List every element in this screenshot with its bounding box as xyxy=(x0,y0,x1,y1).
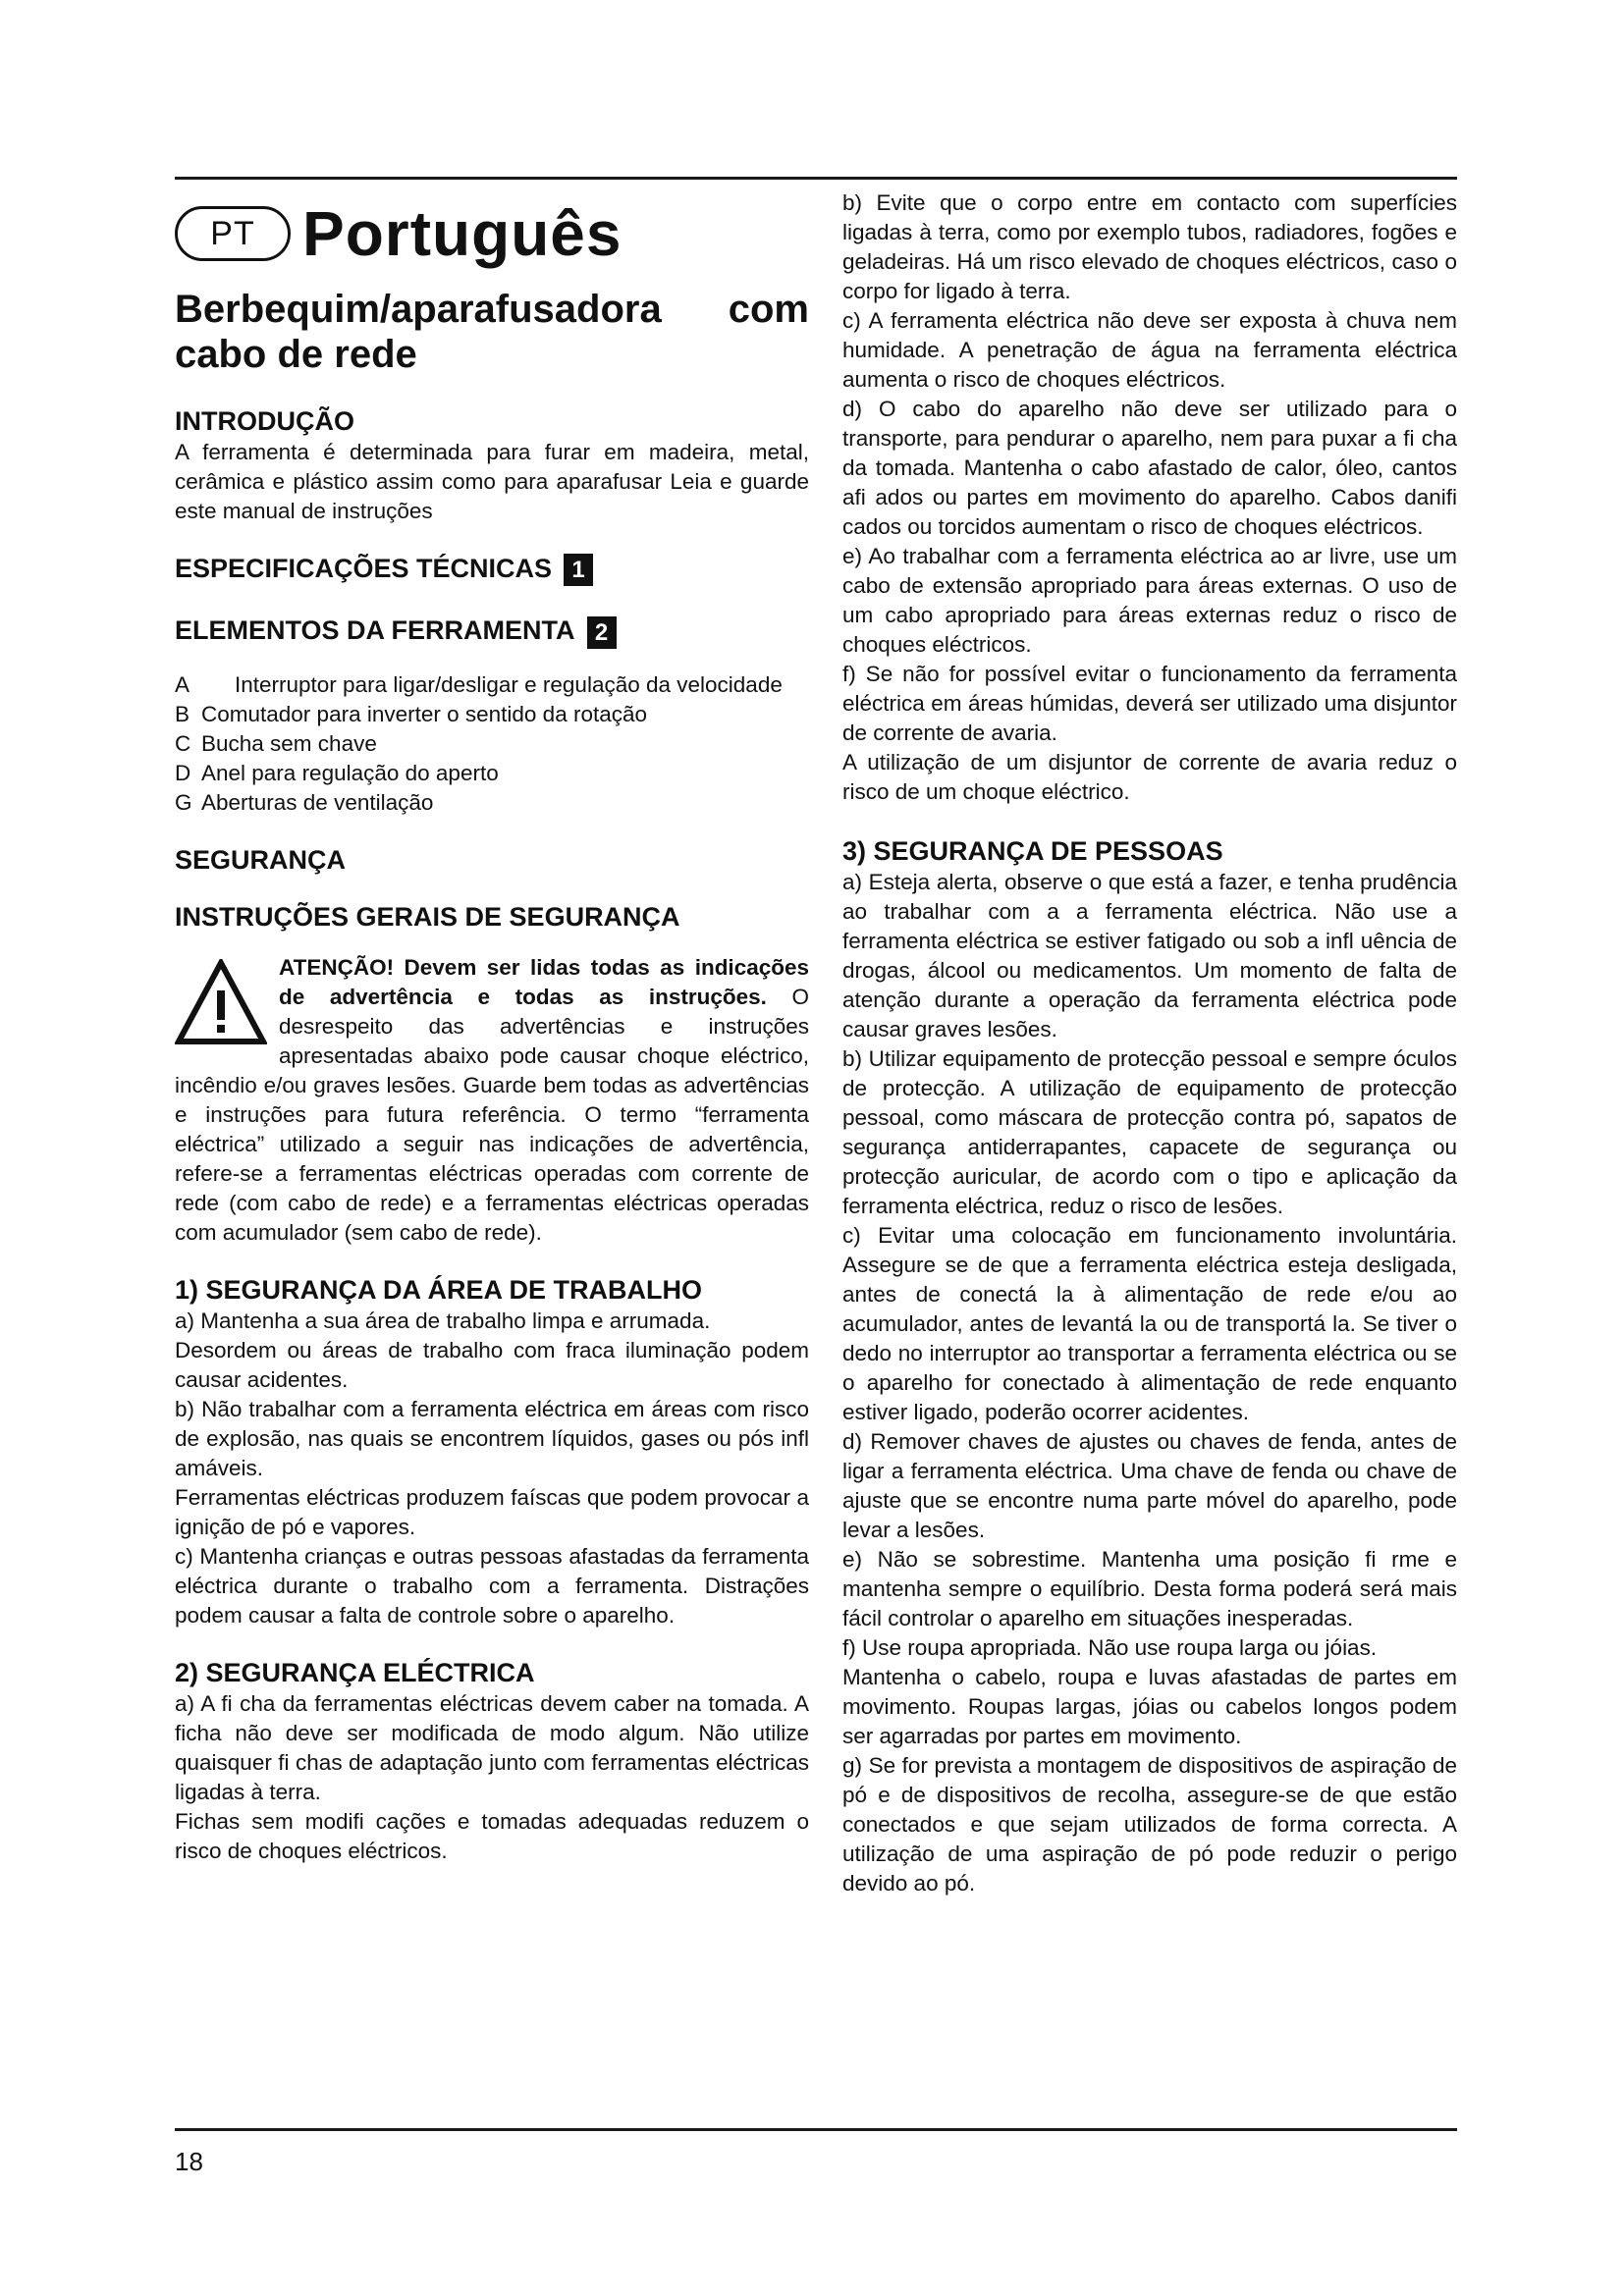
section2-para-a-note: Fichas sem modifi cações e tomadas adequadas reduzem o risco de choques eléctricos. xyxy=(175,1808,809,1863)
section3-para-f-note: Mantenha o cabelo, roupa e luvas afastadas de partes em movimento. Roupas largas, jóias ou cabelos longos podem ser agarradas por partes em movimento. xyxy=(842,1665,1457,1748)
section2-para-a: a) A fi cha da ferramentas eléctricas devem caber na tomada. A ficha não deve ser modificada de modo algum. Não utilize quaisquer fi chas de adaptação junto com ferramentas eléctricas ligadas à terra. xyxy=(175,1690,809,1804)
figure-1-badge: 1 xyxy=(564,554,593,586)
section3-para-g: g) Se for prevista a montagem de dispositivos de aspiração de pó e de dispositivos de recolha, assegure-se de que estão conectados e que sejam utilizados de forma correcta. A utilização de uma aspiração de pó pode reduzir o perigo devido ao pó. xyxy=(842,1753,1457,1896)
intro-text: A ferramenta é determinada para furar em madeira, metal, cerâmica e plástico assim como para aparafusar Leia e guarde este manual de instruções xyxy=(175,440,809,523)
safety-heading: SEGURANÇA xyxy=(175,844,347,875)
list-item-letter: B xyxy=(175,701,190,726)
section3-para-c: c) Evitar uma colocação em funcionamento involuntária. Assegure se de que a ferramenta eléctrica esteja desligada, antes de conectá la à alimentação de rede e/ou ao acumulador, antes de levantá la ou de transportá la. Se tiver o dedo no interruptor ao transportar a ferramenta eléctrica ou se o aparelho for conectado à alimentação de rede enquanto estiver ligado, poderão ocorrer acidentes. xyxy=(842,1223,1457,1424)
section3-para-f: f) Use roupa apropriada. Não use roupa larga ou jóias. xyxy=(842,1635,1378,1660)
section1-para-c: c) Mantenha crianças e outras pessoas afastadas da ferramenta eléctrica durante o trabalho com a ferramenta. Distrações podem causar a falta de controle sobre o aparelho. xyxy=(175,1543,809,1628)
list-item-letter: D xyxy=(175,760,191,785)
section2-para-c: c) A ferramenta eléctrica não deve ser exposta à chuva nem humidade. A penetração de água na ferramenta eléctrica aumenta o risco de choques eléctricos. xyxy=(842,308,1457,392)
list-item-text: Interruptor para ligar/desligar e regulação da velocidade xyxy=(235,671,783,697)
list-item xyxy=(175,670,809,700)
list-item-letter: C xyxy=(175,730,191,756)
top-rule xyxy=(175,177,1457,180)
section2-para-b: b) Evite que o corpo entre em contacto com superfícies ligadas à terra, como por exemplo tubos, radiadores, fogões e geladeiras. Há um risco elevado de choques eléctricos, caso o corpo for ligado à terra. xyxy=(842,190,1457,303)
section2-heading: 2) SEGURANÇA ELÉCTRICA xyxy=(175,1657,535,1687)
elements-heading-text: ELEMENTOS DA FERRAMENTA xyxy=(175,615,575,646)
general-safety-heading: INSTRUÇÕES GERAIS DE SEGURANÇA xyxy=(175,901,680,932)
specs-heading-text: ESPECIFICAÇÕES TÉCNICAS xyxy=(175,554,553,583)
section3-para-e: e) Não se sobrestime. Mantenha uma posição fi rme e mantenha sempre o equilíbrio. Desta forma poderá será mais fácil controlar o aparelho em situações inesperadas. xyxy=(842,1547,1457,1630)
left-column xyxy=(175,188,809,1866)
list-item-letter: A xyxy=(175,671,190,697)
right-column xyxy=(842,188,1457,1898)
list-item-letter: G xyxy=(175,789,192,815)
components-list xyxy=(175,670,809,818)
list-item xyxy=(175,729,809,759)
warning-block xyxy=(175,953,809,1248)
section2-para-f: f) Se não for possível evitar o funcionamento da ferramenta eléctrica em áreas húmidas, deverá ser utilizado uma disjuntor de corrente de avaria. xyxy=(842,662,1457,745)
section3-para-b: b) Utilizar equipamento de protecção pessoal e sempre óculos de protecção. A utilização de equipamento de protecção pessoal, como máscara de protecção contra pó, sapatos de segurança antiderrapantes, capacete de segurança ou protecção auricular, de acordo com o tipo e aplicação da ferramenta eléctrica, reduz o risco de lesões. xyxy=(842,1046,1457,1218)
language-header xyxy=(175,188,809,279)
list-item xyxy=(175,700,809,729)
section2-para-f-note: A utilização de um disjuntor de corrente de avaria reduz o risco de um choque eléctrico. xyxy=(842,750,1457,804)
section3-heading: 3) SEGURANÇA DE PESSOAS xyxy=(842,836,1223,866)
section3-para-d: d) Remover chaves de ajustes ou chaves de fenda, antes de ligar a ferramenta eléctrica. Uma chave de fenda ou chave de ajuste que se encontre numa parte móvel do aparelho, pode levar a lesões. xyxy=(842,1429,1457,1542)
list-item-text: Anel para regulação do aperto xyxy=(201,760,499,785)
list-item xyxy=(175,759,809,788)
specs-heading xyxy=(175,552,809,586)
language-badge: PT xyxy=(175,206,291,261)
section3-para-a: a) Esteja alerta, observe o que está a fazer, e tenha prudência ao trabalhar com a a ferramenta eléctrica. Não use a ferramenta eléctrica se estiver fatigado ou sob a infl uência de drogas, álcool ou medicamentos. Um momento de falta de atenção durante a operação da ferramenta eléctrica pode causar graves lesões. xyxy=(842,870,1457,1041)
list-item-text: Bucha sem chave xyxy=(201,730,377,756)
section1-para-a-note: Desordem ou áreas de trabalho com fraca iluminação podem causar acidentes. xyxy=(175,1337,809,1392)
section1-para-b-note: Ferramentas eléctricas produzem faíscas que podem provocar a ignição de pó e vapores. xyxy=(175,1484,809,1539)
bottom-rule xyxy=(175,2128,1457,2131)
warning-triangle-icon xyxy=(175,959,267,1047)
page-number: 18 xyxy=(175,2147,203,2176)
section2-para-d: d) O cabo do aparelho não deve ser utilizado para o transporte, para pendurar o aparelho, nem para puxar a fi cha da tomada. Mantenha o cabo afastado de calor, óleo, cantos afi ados ou partes em movimento do aparelho. Cabos danifi cados ou torcidos aumentam o risco de choques eléctricos. xyxy=(842,397,1457,539)
list-item xyxy=(175,788,809,818)
figure-2-badge: 2 xyxy=(587,616,617,649)
elements-heading xyxy=(175,614,809,648)
warning-text xyxy=(175,953,809,1248)
warning-body-text: O desrespeito das advertências e instruções apresentadas abaixo pode causar choque eléctrico, incêndio e/ou graves lesões. Guarde bem todas as advertências e instruções para futura referência. O termo “ferramenta eléctrica” utilizado a seguir nas indicações de advertência, refere-se a ferramentas eléctricas operadas com corrente de rede (com cabo de rede) e a ferramentas eléctricas operadas com acumulador (sem cabo de rede). xyxy=(175,984,809,1245)
warning-bold-text: ATENÇÃO! Devem ser lidas todas as indicações de advertência e todas as instruções. xyxy=(279,954,809,1009)
list-item-text: Comutador para inverter o sentido da rotação xyxy=(201,701,648,726)
section1-para-a: a) Mantenha a sua área de trabalho limpa e arrumada. xyxy=(175,1308,711,1333)
intro-heading: INTRODUÇÃO xyxy=(175,406,354,436)
section1-para-b: b) Não trabalhar com a ferramenta eléctrica em áreas com risco de explosão, nas quais se encontrem líquidos, gases ou pós infl amáveis. xyxy=(175,1396,809,1480)
section2-para-e: e) Ao trabalhar com a ferramenta eléctrica ao ar livre, use um cabo de extensão apropriado para áreas externas. O uso de um cabo apropriado para áreas externas reduz o risco de choques eléctricos. xyxy=(842,544,1457,657)
language-title: Português xyxy=(302,198,623,269)
section1-heading: 1) SEGURANÇA DA ÁREA DE TRABALHO xyxy=(175,1274,703,1305)
page-title: Berbequim/aparafusadora com cabo de rede xyxy=(175,288,809,376)
list-item-text: Aberturas de ventilação xyxy=(201,789,434,815)
